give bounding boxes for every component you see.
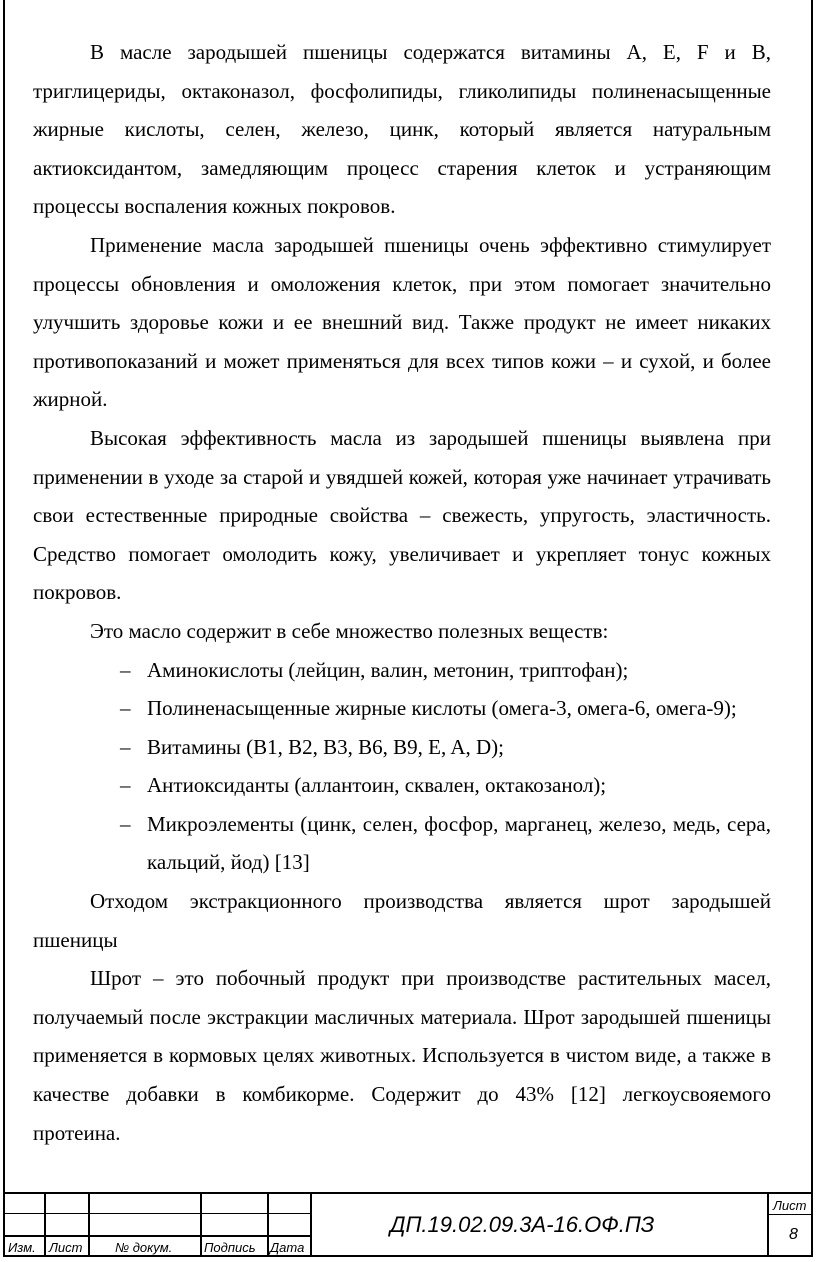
stamp-col-list: Лист (49, 1240, 83, 1255)
paragraph: Отходом экстракционного производства является шрот зародышей пшеницы (33, 889, 771, 952)
paragraph: Это масло содержит в себе множество полезных веществ: (90, 618, 609, 643)
list-item (33, 651, 771, 690)
list-item-text: Аминокислоты (лейцин, валин, метонин, триптофан); (147, 657, 629, 682)
substances-list (33, 651, 771, 883)
list-item (33, 805, 771, 882)
list-marker: – (120, 657, 131, 682)
stamp-col-podpis: Подпись (204, 1240, 256, 1255)
stamp-col-izm: Изм. (8, 1240, 36, 1255)
stamp-divider (88, 1194, 90, 1257)
list-item (33, 728, 771, 767)
paragraph: Шрот – это побочный продукт при производстве растительных масел, получаемый после экстракции масличных материала. Шрот зародышей пшеницы применяется в кормовых целях животных. Используется в чистом виде, а также в качестве добавки в комбикорме. Содержит до 43% [12] легкоусвояемого протеина. (33, 966, 771, 1145)
list-marker: – (120, 811, 131, 836)
paragraph: Высокая эффективность масла из зародышей пшеницы выявлена при применении в уходе за старой и увядшей кожей, которая уже начинает утрачивать свои естественные природные свойства – свежесть, упругость, эластичность. Средство помогает омолодить кожу, увеличивает и укрепляет тонус кожных покровов. (33, 425, 771, 605)
list-item-text: Антиоксиданты (аллантоин, сквален, октакозанол); (147, 773, 607, 798)
list-item-text: Полиненасыщенные жирные кислоты (омега-3, омега-6, омега-9); (147, 696, 737, 721)
stamp-row-line (767, 1214, 811, 1215)
document-body (33, 33, 771, 1152)
document-code: ДП.19.02.09.3А-16.ОФ.ПЗ (390, 1212, 655, 1237)
list-item-text: Микроэлементы (цинк, селен, фосфор, марганец, железо, медь, сера, кальций, йод) [13] (147, 811, 771, 875)
sheet-label: Лист (773, 1198, 807, 1213)
list-marker: – (120, 696, 131, 721)
sheet-number: 8 (789, 1226, 798, 1243)
stamp-row-line (3, 1213, 310, 1214)
stamp-divider (310, 1194, 312, 1257)
list-item-text: Витамины (B1, B2, B3, B6, B9, E, A, D); (147, 734, 504, 759)
stamp-divider (767, 1194, 769, 1257)
list-item (33, 689, 771, 728)
paragraph: Применение масла зародышей пшеницы очень эффективно стимулирует процессы обновления и омоложения клеток, при этом помогает значительно улучшить здоровье кожи и ее внешний вид. Также продукт не имеет никаких противопоказаний и может применяться для всех типов кожи – и сухой, и более жирной. (33, 232, 771, 412)
list-marker: – (120, 734, 131, 759)
stamp-divider (44, 1194, 46, 1257)
stamp-divider (267, 1194, 269, 1257)
paragraph: В масле зародышей пшеницы содержатся витамины A, E, F и B, триглицериды, октаконазол, фосфолипиды, гликолипиды полиненасыщенные жирные кислоты, селен, железо, цинк, который является натуральным актиоксидантом, замедляющим процесс старения клеток и устраняющим процессы воспаления кожных покровов. (33, 40, 771, 219)
stamp-divider (200, 1194, 202, 1257)
stamp-col-data: Дата (270, 1240, 305, 1255)
stamp-row-line (3, 1235, 310, 1237)
stamp-col-dokum: № докум. (115, 1240, 173, 1255)
list-marker: – (120, 773, 131, 798)
list-item (33, 766, 771, 805)
